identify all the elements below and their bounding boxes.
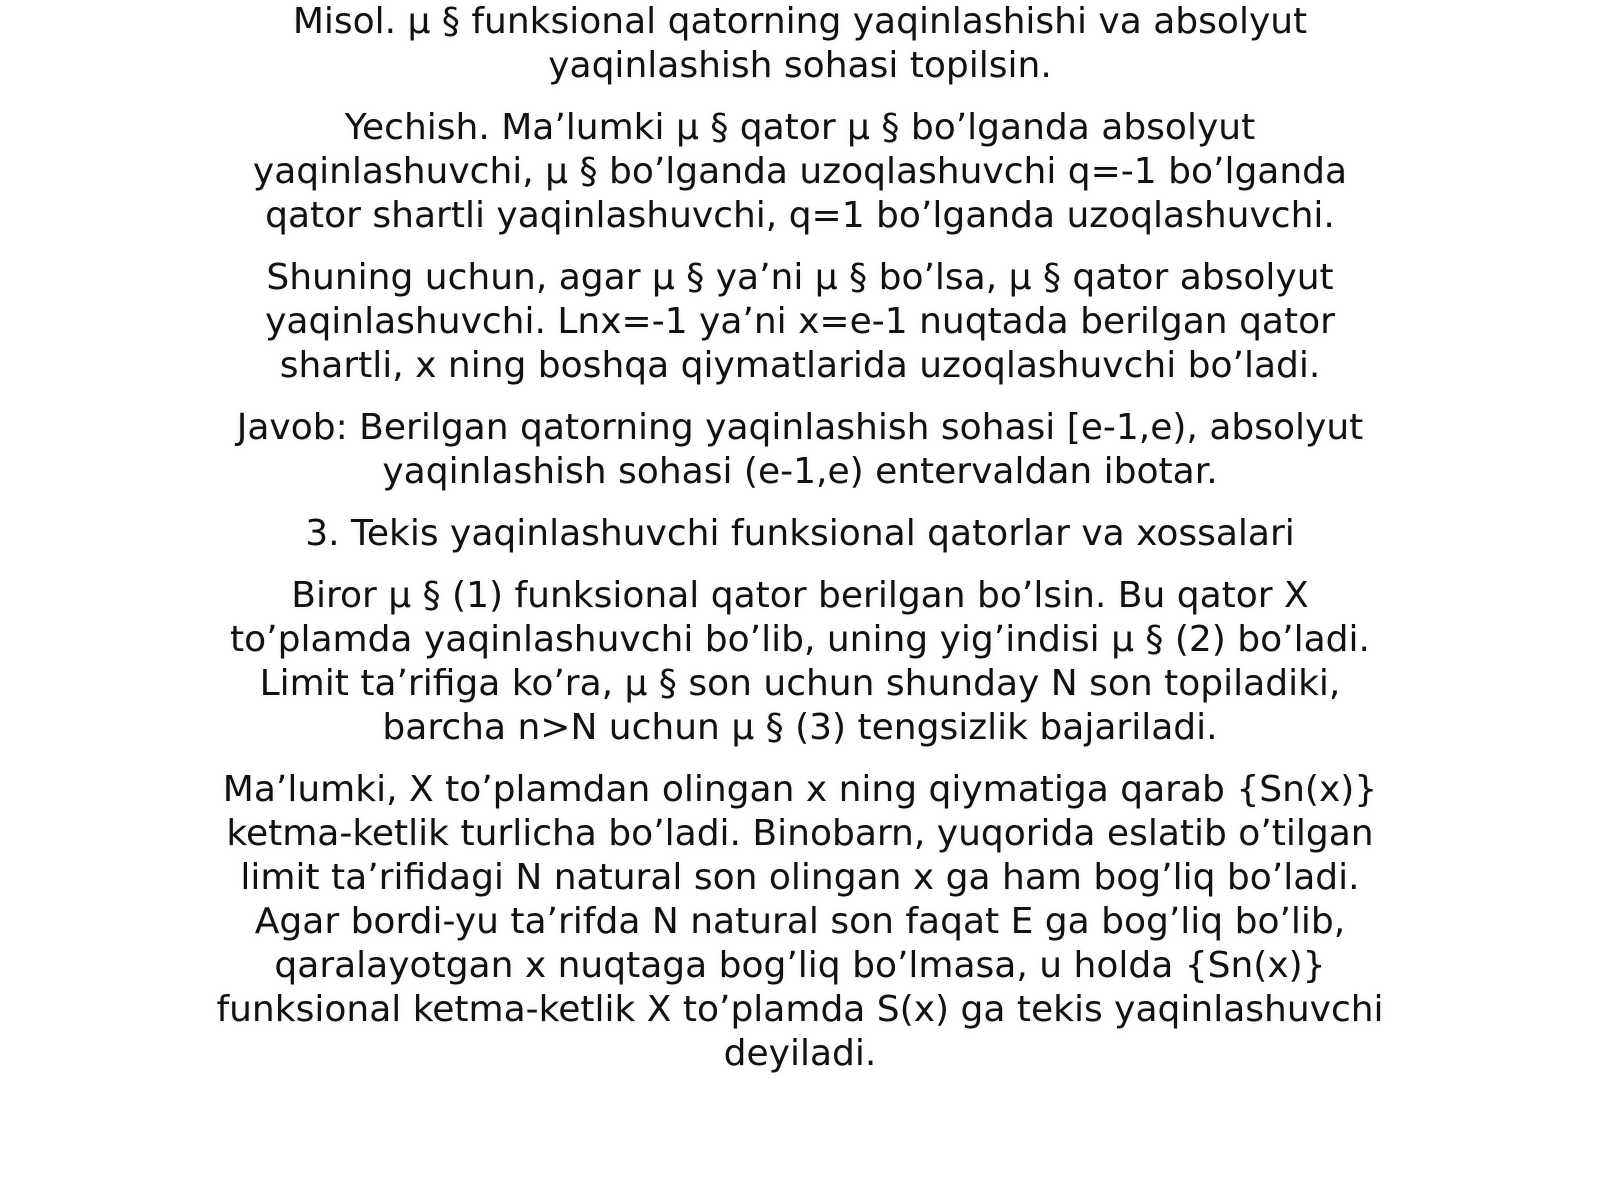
slide-text-body <box>210 0 1390 1094</box>
section-heading: 3. Tekis yaqinlashuvchi funksional qatorlar va xossalari <box>305 513 1295 554</box>
definition-paragraph: Biror µ § (1) funksional qator berilgan bo’lsin. Bu qator X to’plamda yaqinlashuvchi bo’lib, uning yig’indisi µ § (2) bo’ladi. Limit ta’rifiga ko’ra, µ § son uchun shunday N son topiladiki, barcha n>N uchun µ § (3) tengsizlik bajariladi. <box>230 575 1370 748</box>
therefore-paragraph: Shuning uchun, agar µ § ya’ni µ § bo’lsa, µ § qator absolyut yaqinlashuvchi. Lnx=-1 ya’ni x=e-1 nuqtada berilgan qator shartli, x ning boshqa qiymatlarida uzoqlashuvchi bo’ladi. <box>265 257 1335 386</box>
example-paragraph: Misol. µ § funksional qatorning yaqinlashishi va absolyut yaqinlashish sohasi topilsin. <box>292 1 1308 86</box>
solution-paragraph: Yechish. Ma’lumki µ § qator µ § bo’lganda absolyut yaqinlashuvchi, µ § bo’lganda uzoqlashuvchi q=-1 bo’lganda qator shartli yaqinlashuvchi, q=1 bo’lganda uzoqlashuvchi. <box>252 107 1348 236</box>
answer-paragraph: Javob: Berilgan qatorning yaqinlashish sohasi [e-1,e), absolyut yaqinlashish sohasi (e-1,e) entervaldan ibotar. <box>236 407 1364 492</box>
uniform-convergence-paragraph: Ma’lumki, X to’plamdan olingan x ning qiymatiga qarab {Sn(x)} ketma-ketlik turlicha bo’ladi. Binobarn, yuqorida eslatib o’tilgan limit ta’rifidagi N natural son olingan x ga ham bog’liq bo’ladi. Agar bordi-yu ta’rifda N natural son faqat E ga bog’liq bo’lib, qaralayotgan x nuqtaga bog’liq bo’lmasa, u holda {Sn(x)} funksional ketma-ketlik X to’plamda S(x) ga tekis yaqinlashuvchi deyiladi. <box>216 769 1384 1074</box>
